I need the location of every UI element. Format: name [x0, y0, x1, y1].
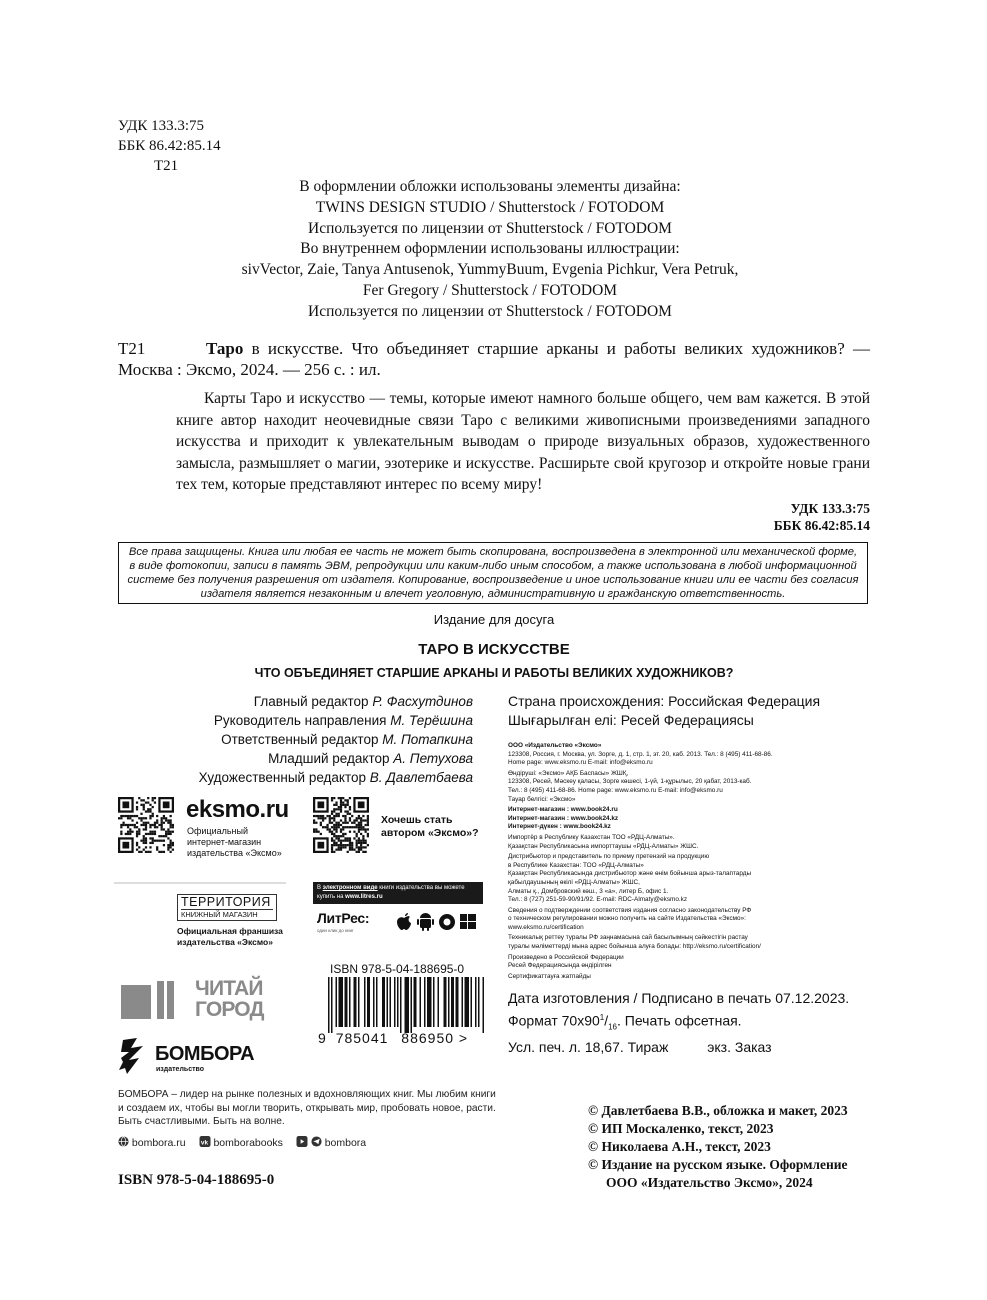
copyright-block	[588, 1102, 848, 1192]
barcode-bar	[448, 977, 450, 1027]
staff-row	[199, 730, 473, 749]
windows-icon	[460, 914, 476, 929]
staff-name: М. Терёшина	[390, 713, 473, 728]
barcode-bar	[456, 977, 459, 1027]
author-mark: Т21	[154, 158, 179, 174]
want-author-line: Хочешь стать	[381, 814, 453, 826]
publisher-info-line: Тел.: 8 (727) 251-59-90/91/92. E-mail: RDC-Almaty@eksmo.kz	[508, 896, 688, 904]
inner-credits-line: Во внутреннем оформлении использованы иллюстрации:	[300, 240, 680, 257]
publisher-info-line: Қазақстан Республикасына импорттаушы «РДЦ-Алматы» ЖШС.	[508, 842, 699, 850]
barcode-bar	[405, 977, 410, 1033]
barcode-bar	[376, 977, 378, 1027]
publisher-info-line: Интернет-дүкен : www.book24.kz	[508, 823, 611, 831]
barcode-bar	[475, 977, 477, 1027]
store-icons	[395, 912, 479, 932]
publisher-info-line: Тауар белгісі: «Эксмо»	[508, 795, 576, 803]
bombora-tg-link[interactable]: bombora	[324, 1137, 367, 1149]
staff-role: Младший редактор	[268, 751, 390, 766]
chitai-gorod-icon	[121, 981, 185, 1019]
publisher-info	[508, 742, 878, 981]
inner-credits-line: Fer Gregory / Shutterstock / FOTODOM	[362, 282, 618, 299]
territory-logo-main: ТЕРРИТОРИЯ	[181, 895, 271, 909]
staff-name: В. Давлетбаева	[369, 770, 473, 785]
chitai-gorod-line: ГОРОД	[195, 998, 264, 1021]
barcode-bar	[483, 977, 485, 1033]
territory-sub-line: Официальная франшиза	[177, 926, 283, 936]
inner-credits-line: sivVector, Zaie, Tanya Antusenok, YummyBuum, Evgenia Pichkur, Vera Petruk,	[241, 261, 739, 278]
litres-highlight: электронном виде	[322, 885, 378, 891]
staff-row	[199, 692, 473, 711]
barcode-bar	[471, 977, 473, 1027]
rights-notice: Все права защищены. Книга или любая ее часть не может быть скопирована, воспроизведена в электронной или механической форме, в виде фотокопии, записи в память ЭВМ, репродукции или каким-либо иным способом, а также использована в любой информационной системе без получения разрешения от издателя. Копирование, воспроизведение и иное использование книги или ее части без согласия издателя является незаконным и влечет уголовную, административную и гражданскую ответственность.	[118, 542, 868, 604]
bbk-code-bottom: ББК 86.42:85.14	[773, 518, 870, 533]
annotation: Карты Таро и искусство — темы, которые имеют намного больше общего, чем вам кажется. В этой книге автор находит неочевидные связи Таро с великими живописными произведениями западного искусства и приходит к увлекательным выводам о природе визуальных образов, художественного замысла, размышляет о магии, эзотерике и искусстве. Расширьте свой кругозор и откройте новые грани тех тем, которые представляют интерес по всему миру!	[176, 390, 870, 493]
barcode-digit: 785041	[335, 1030, 389, 1046]
globe-icon	[118, 1137, 132, 1149]
publisher-info-line: Қазақстан Республикасында дистрибьютор және өнім бойынша арыз-талаптарды	[508, 870, 752, 878]
staff-name: М. Потапкина	[382, 732, 473, 747]
chitai-gorod-text	[195, 978, 264, 1020]
inner-credits-line: Используется по лицензии от Shutterstock / FOTODOM	[308, 303, 672, 320]
publisher-info-line: Сертификаттауға жатпайды	[508, 972, 591, 980]
barcode-bar	[367, 977, 370, 1027]
copyright-line: © Издание на русском языке. Оформление	[588, 1157, 848, 1172]
print-run: Усл. печ. л. 18,67. Тираж экз. Заказ	[508, 1039, 772, 1056]
staff-name: Р. Фасхутдинов	[372, 694, 473, 709]
barcode-bar	[427, 977, 432, 1027]
barcode-bar	[373, 977, 375, 1027]
barcode-bar	[478, 977, 480, 1027]
staff-row	[199, 749, 473, 768]
publisher-info-line: Произведено в Российской Федерации	[508, 953, 624, 961]
barcode-icon	[326, 977, 486, 1033]
litres-text: В	[317, 885, 323, 891]
barcode-bar	[339, 977, 344, 1027]
barcode-bar	[336, 977, 338, 1027]
cover-credits-line: TWINS DESIGN STUDIO / Shutterstock / FOTODOM	[315, 199, 665, 216]
staff-list	[199, 692, 473, 787]
bottom-classification	[774, 500, 870, 534]
staff-role: Руководитель направления	[213, 713, 387, 728]
publisher-info-line: Алматы қ., Домбровский көш., 3 «а», литер Б, офис 1.	[508, 887, 669, 895]
barcode-bar	[390, 977, 392, 1027]
publisher-info-line: Home page: www.eksmo.ru E-mail: info@eksmo.ru	[508, 759, 653, 767]
barcode-digit: 9	[318, 1030, 327, 1046]
barcode-bar	[433, 977, 435, 1027]
eksmo-qr-code-icon[interactable]	[118, 797, 174, 853]
barcode-bar	[345, 977, 348, 1027]
barcode-bar	[328, 977, 330, 1033]
territory-logo-sub: КНИЖНЫЙ МАГАЗИН	[181, 909, 273, 919]
format-prefix: Формат 70х90	[508, 1012, 600, 1029]
bombora-logo	[119, 1038, 269, 1080]
eksmo-sub-line: Официальный	[187, 826, 249, 836]
eksmo-sub-line: издательства «Эксмо»	[187, 848, 282, 858]
cover-credits-line: В оформлении обложки использованы элементы дизайна:	[299, 178, 681, 195]
origin-country	[508, 692, 820, 730]
udk-code: УДК 133.3:75	[118, 118, 205, 134]
bombora-logo-text: БОМБОРА	[155, 1043, 255, 1065]
copyright-line: © Николаева А.Н., текст, 2023	[588, 1139, 771, 1154]
print-format: Формат $70х90^1/_{16}$. Печать офсетная.	[508, 1012, 742, 1032]
barcode-bar	[331, 977, 333, 1033]
bibliographic-entry	[118, 338, 870, 380]
barcode-bar	[364, 977, 366, 1027]
barcode-bar	[411, 977, 413, 1033]
barcode-bar	[400, 977, 402, 1033]
want-author-line: автором «Эксмо»?	[381, 827, 479, 839]
author-qr-code-icon[interactable]	[313, 797, 369, 853]
format-suffix: . Печать офсетная.	[617, 1012, 742, 1029]
staff-role: Главный редактор	[253, 694, 369, 709]
barcode-isbn: ISBN 978-5-04-188695-0	[330, 962, 465, 976]
territory-block	[114, 882, 286, 952]
apple-icon	[397, 913, 411, 930]
want-author-text[interactable]	[381, 814, 479, 840]
bombora-logo-sub: издательство	[156, 1066, 204, 1073]
cover-credits-line: Используется по лицензии от Shutterstock / FOTODOM	[308, 220, 672, 237]
litres-url[interactable]: www.litres.ru	[345, 894, 383, 900]
svg-text:vk: vk	[200, 1139, 208, 1147]
barcode-bar	[438, 977, 440, 1027]
barcode-digit: >	[458, 1030, 469, 1046]
top-classification	[118, 116, 221, 176]
huawei-icon	[439, 914, 455, 930]
publisher-info-line: 123308, Россия, г. Москва, ул. Зорге, д. 1, стр. 1, эт. 20, каб. 2013. Тел.: 8 (495) 411-68-86.	[508, 750, 773, 758]
eksmo-subtitle	[187, 826, 282, 859]
publisher-info-line: Өндіруші: «Эксмо» АҚБ Баспасы» ЖШҚ,	[508, 769, 629, 777]
copyright-line: ООО «Издательство Эксмо», 2024	[606, 1175, 813, 1190]
print-data	[508, 988, 849, 1057]
publisher-info-line: Техникалық реттеу туралы РФ заңнамасына сай басылымның сәйкестігін растау	[508, 934, 748, 942]
publisher-info-line: Интернет-магазин : www.book24.kz	[508, 814, 619, 822]
chitai-gorod-line: ЧИТАЙ	[195, 977, 263, 1000]
barcode-bar	[462, 977, 464, 1027]
format-den: 16	[608, 1022, 618, 1032]
barcode-bar	[424, 977, 426, 1027]
bombora-icon	[119, 1038, 151, 1076]
litres-header	[313, 882, 483, 904]
publisher-info-line: Тел.: 8 (495) 411-68-86. Home page: www.eksmo.ru E-mail: info@eksmo.ru	[508, 786, 723, 794]
entry-title: Таро	[206, 339, 244, 358]
litres-tagline: один клик до книг	[317, 928, 354, 933]
staff-role: Ответственный редактор	[221, 732, 379, 747]
bbk-code: ББК 86.42:85.14	[118, 138, 221, 154]
staff-role: Художественный редактор	[198, 770, 367, 785]
youtube-icon	[296, 1137, 311, 1149]
telegram-icon	[311, 1137, 325, 1149]
publisher-info-line: www.eksmo.ru/certification	[508, 923, 584, 931]
inner-credits	[160, 238, 820, 322]
entry-description: в искусстве. Что объединяет старшие арканы и работы великих художников? — Москва : Эксмо, 2024. — 256 с. : ил.	[118, 339, 870, 379]
bombora-vk-link[interactable]: bomborabooks	[213, 1137, 283, 1149]
staff-row	[199, 711, 473, 730]
territory-subtitle	[177, 926, 283, 947]
publisher-info-line: Дистрибьютор и представитель по приему претензий на продукцию	[508, 853, 710, 861]
litres-logo[interactable]: ЛитРес:	[317, 910, 370, 926]
publisher-info-line: о техническом регулировании можно получить на сайте Издательства «Эксмо»:	[508, 915, 746, 923]
barcode-bar	[387, 977, 389, 1027]
barcode-bar	[451, 977, 454, 1027]
origin-kz: Шығарылған елі: Ресей Федерациясы	[508, 712, 754, 728]
barcode-digit: 886950	[401, 1030, 455, 1046]
barcode-bar	[358, 977, 360, 1027]
barcode-bar	[414, 977, 417, 1027]
isbn: ISBN 978-5-04-188695-0	[118, 1172, 275, 1188]
staff-name: А. Петухова	[393, 751, 473, 766]
bombora-site-link[interactable]: bombora.ru	[131, 1137, 186, 1149]
publisher-info-line: в Республике Казахстан: ТОО «РДЦ-Алматы»	[508, 861, 644, 869]
entry-code: Т21	[118, 339, 146, 358]
litres-text: книги издательства вы можете	[377, 885, 465, 891]
publisher-info-line: Ресей Федерациясында өндірілген	[508, 962, 612, 970]
cover-credits	[160, 176, 820, 239]
entry-text	[118, 338, 870, 380]
publisher-info-line: Импортёр в Республику Казахстан ТОО «РДЦ-Алматы».	[508, 833, 675, 841]
android-icon	[417, 913, 434, 931]
barcode-bar	[382, 977, 385, 1027]
barcode-bar	[354, 977, 357, 1027]
bombora-description: БОМБОРА – лидер на рынке полезных и вдохновляющих книг. Мы любим книги и создаем их, чтобы вы могли творить, открывать мир, пробовать новое, расти. Быть счастливыми. Быть на волне.	[118, 1089, 496, 1127]
print-date: Дата изготовления / Подписано в печать 07.12.2023.	[508, 990, 850, 1006]
vk-icon	[199, 1137, 214, 1149]
eksmo-logo[interactable]: eksmo.ru	[186, 796, 289, 823]
barcode-bar	[394, 977, 396, 1027]
publisher-info-line: Интернет-магазин : www.book24.ru	[508, 806, 618, 814]
barcode-digits	[318, 1030, 468, 1046]
publisher-info-line: Сведения о подтверждении соответствия издания согласно законодательству РФ	[508, 906, 752, 914]
staff-row	[199, 768, 473, 787]
barcode-bar	[465, 977, 470, 1027]
barcode-bar	[444, 977, 447, 1027]
barcode-bar	[349, 977, 351, 1027]
edition-type: Издание для досуга	[433, 612, 555, 627]
bombora-social	[118, 1136, 366, 1149]
book-title: ТАРО В ИСКУССТВЕ	[418, 641, 570, 658]
book-subtitle: ЧТО ОБЪЕДИНЯЕТ СТАРШИЕ АРКАНЫ И РАБОТЫ ВЕЛИКИХ ХУДОЖНИКОВ?	[254, 666, 734, 680]
territory-sub-line: издательства «Эксмо»	[177, 936, 273, 947]
origin-ru: Страна происхождения: Российская Федерация	[508, 693, 821, 709]
udk-code-bottom: УДК 133.3:75	[790, 501, 870, 516]
publisher-info-line: қабылдаушының өкілі «РДЦ-Алматы» ЖШС,	[508, 878, 640, 886]
territory-logo	[177, 894, 277, 921]
litres-block	[313, 882, 483, 952]
eksmo-sub-line: интернет-магазин	[187, 837, 262, 847]
publisher-info-line: 123308, Ресей, Мәскеу қаласы, Зорге көшесі, 1-үй, 1-құрылыс, 20 қабат, 2013-каб.	[508, 778, 752, 786]
chitai-gorod-logo	[121, 977, 281, 1021]
publisher-info-line: туралы мәліметтерді мына адрес бойынша алуға болады: http://eksmo.ru/certification/	[508, 943, 761, 951]
publisher-info-line: ООО «Издательство «Эксмо»	[508, 742, 602, 749]
litres-text: купить на	[317, 894, 346, 900]
barcode-bar	[420, 977, 422, 1027]
barcode-bar	[397, 977, 399, 1027]
copyright-line: © ИП Москаленко, текст, 2023	[588, 1121, 774, 1136]
format-num: 1	[599, 1013, 605, 1022]
copyright-line: © Давлетбаева В.В., обложка и макет, 2023	[588, 1103, 848, 1118]
